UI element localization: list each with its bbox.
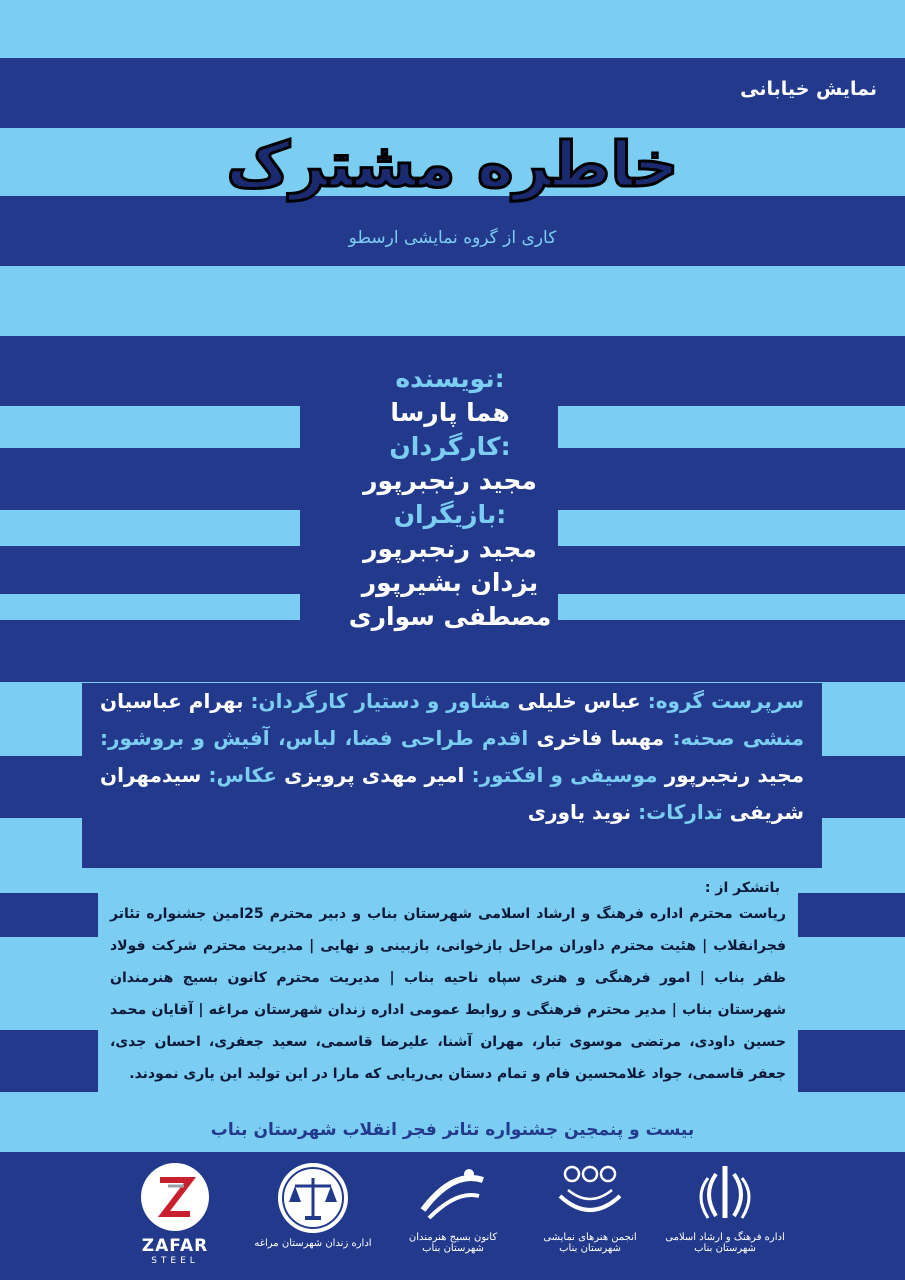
zafar-word: ZAFAR [141,1236,209,1256]
crew-role: منشی صحنه: [672,726,804,750]
cast-member: مجید رنجبرپور [363,534,537,563]
crew-list [100,683,804,831]
cast-member: یزدان بشیرپور [361,568,539,597]
basij-artists-icon [413,1160,493,1230]
thanks-heading: باتشکر از : [704,880,780,896]
logo-caption: کانون بسیج هنرمندان شهرستان بناب [408,1232,498,1254]
crew-name: سیدمهران شریفی [100,763,804,824]
credits [300,362,600,634]
cast-role: بازیگران: [393,500,507,529]
crew-role: تدارکات: [638,800,723,824]
director-role: کارگردان: [389,432,511,461]
crew-role: سرپرست گروه: [647,689,805,713]
poster-subtitle: کاری از گروه نمایشی ارسطو [348,228,557,248]
crew-name: نوید یاوری [527,800,632,824]
crew-name: مهسا فاخری [536,726,665,750]
justice-scale-logo [248,1160,378,1275]
zafar-steel-icon [138,1160,212,1234]
cast-member: مصطفی سواری [348,602,552,631]
logo-caption: اداره زندان شهرستان مراغه [254,1238,372,1249]
crew-box [82,683,822,868]
thanks-box [98,870,798,1105]
crew-role: مشاور و دستیار کارگردان: [250,689,511,713]
basij-artists-logo [388,1160,518,1275]
justice-scale-icon [275,1160,351,1236]
iran-emblem-logo [660,1160,790,1275]
poster-title: خاطره مشترک [226,128,679,201]
crew-name: امیر مهدی پرویزی [284,763,465,787]
crew-name: عباس خلیلی [517,689,641,713]
theater-association-logo [525,1160,655,1275]
festival-line: بیست و پنمجین جشنواره تئاتر فجر انقلاب شهرستان بناب [210,1120,695,1140]
logo-caption: انجمن هنرهای نمایشی شهرستان بناب [543,1232,637,1254]
genre-label: نمایش خیابانی [740,78,877,100]
writer-name: هما پارسا [390,398,510,427]
crew-name: بهرام عباسیان [100,689,244,713]
sponsor-logos [0,1152,905,1280]
thanks-body: ریاست محترم اداره فرهنگ و ارشاد اسلامی شهرستان بناب و دبیر محترم 25امین جشنواره تئاتر فجرانقلاب | هئیت محترم داوران مراحل بازخوانی، بازبینی و نهایی | مدیریت محترم شرکت فولاد ظفر بناب | امور فرهنگی و هنری سپاه ناحیه بناب | مدیریت محترم کانون بسیج هنرمندان شهرستان بناب | مدیر محترم فرهنگی و روابط عمومی اداره زندان شهرستان مراغه | آقایان محمد حسین داودی، مرتضی موسوی تبار، مهران آشنا، علیرضا قاسمی، سعید جعفری، احسان جدی، جعفر قاسمی، جواد غلامحسین فام و تمام دستان بی‌ریایی که مارا در این تولید این یاری نمودند. [110,906,786,1082]
crew-role: اقدم طراحی فضا، لباس، آفیش و بروشور: [100,726,529,750]
iran-emblem-icon [690,1160,760,1230]
zafar-sub: STEEL [151,1256,199,1266]
zafar-steel-logo [110,1160,240,1275]
crew-role: موسیقی و افکتور: [471,763,658,787]
theater-masks-icon [550,1160,630,1230]
crew-name: مجید رنجبرپور [664,763,804,787]
director-name: مجید رنجبرپور [363,466,537,495]
writer-role: نویسنده: [395,364,505,393]
logo-caption: اداره فرهنگ و ارشاد اسلامی شهرستان بناب [665,1232,785,1254]
crew-role: عکاس: [208,763,277,787]
